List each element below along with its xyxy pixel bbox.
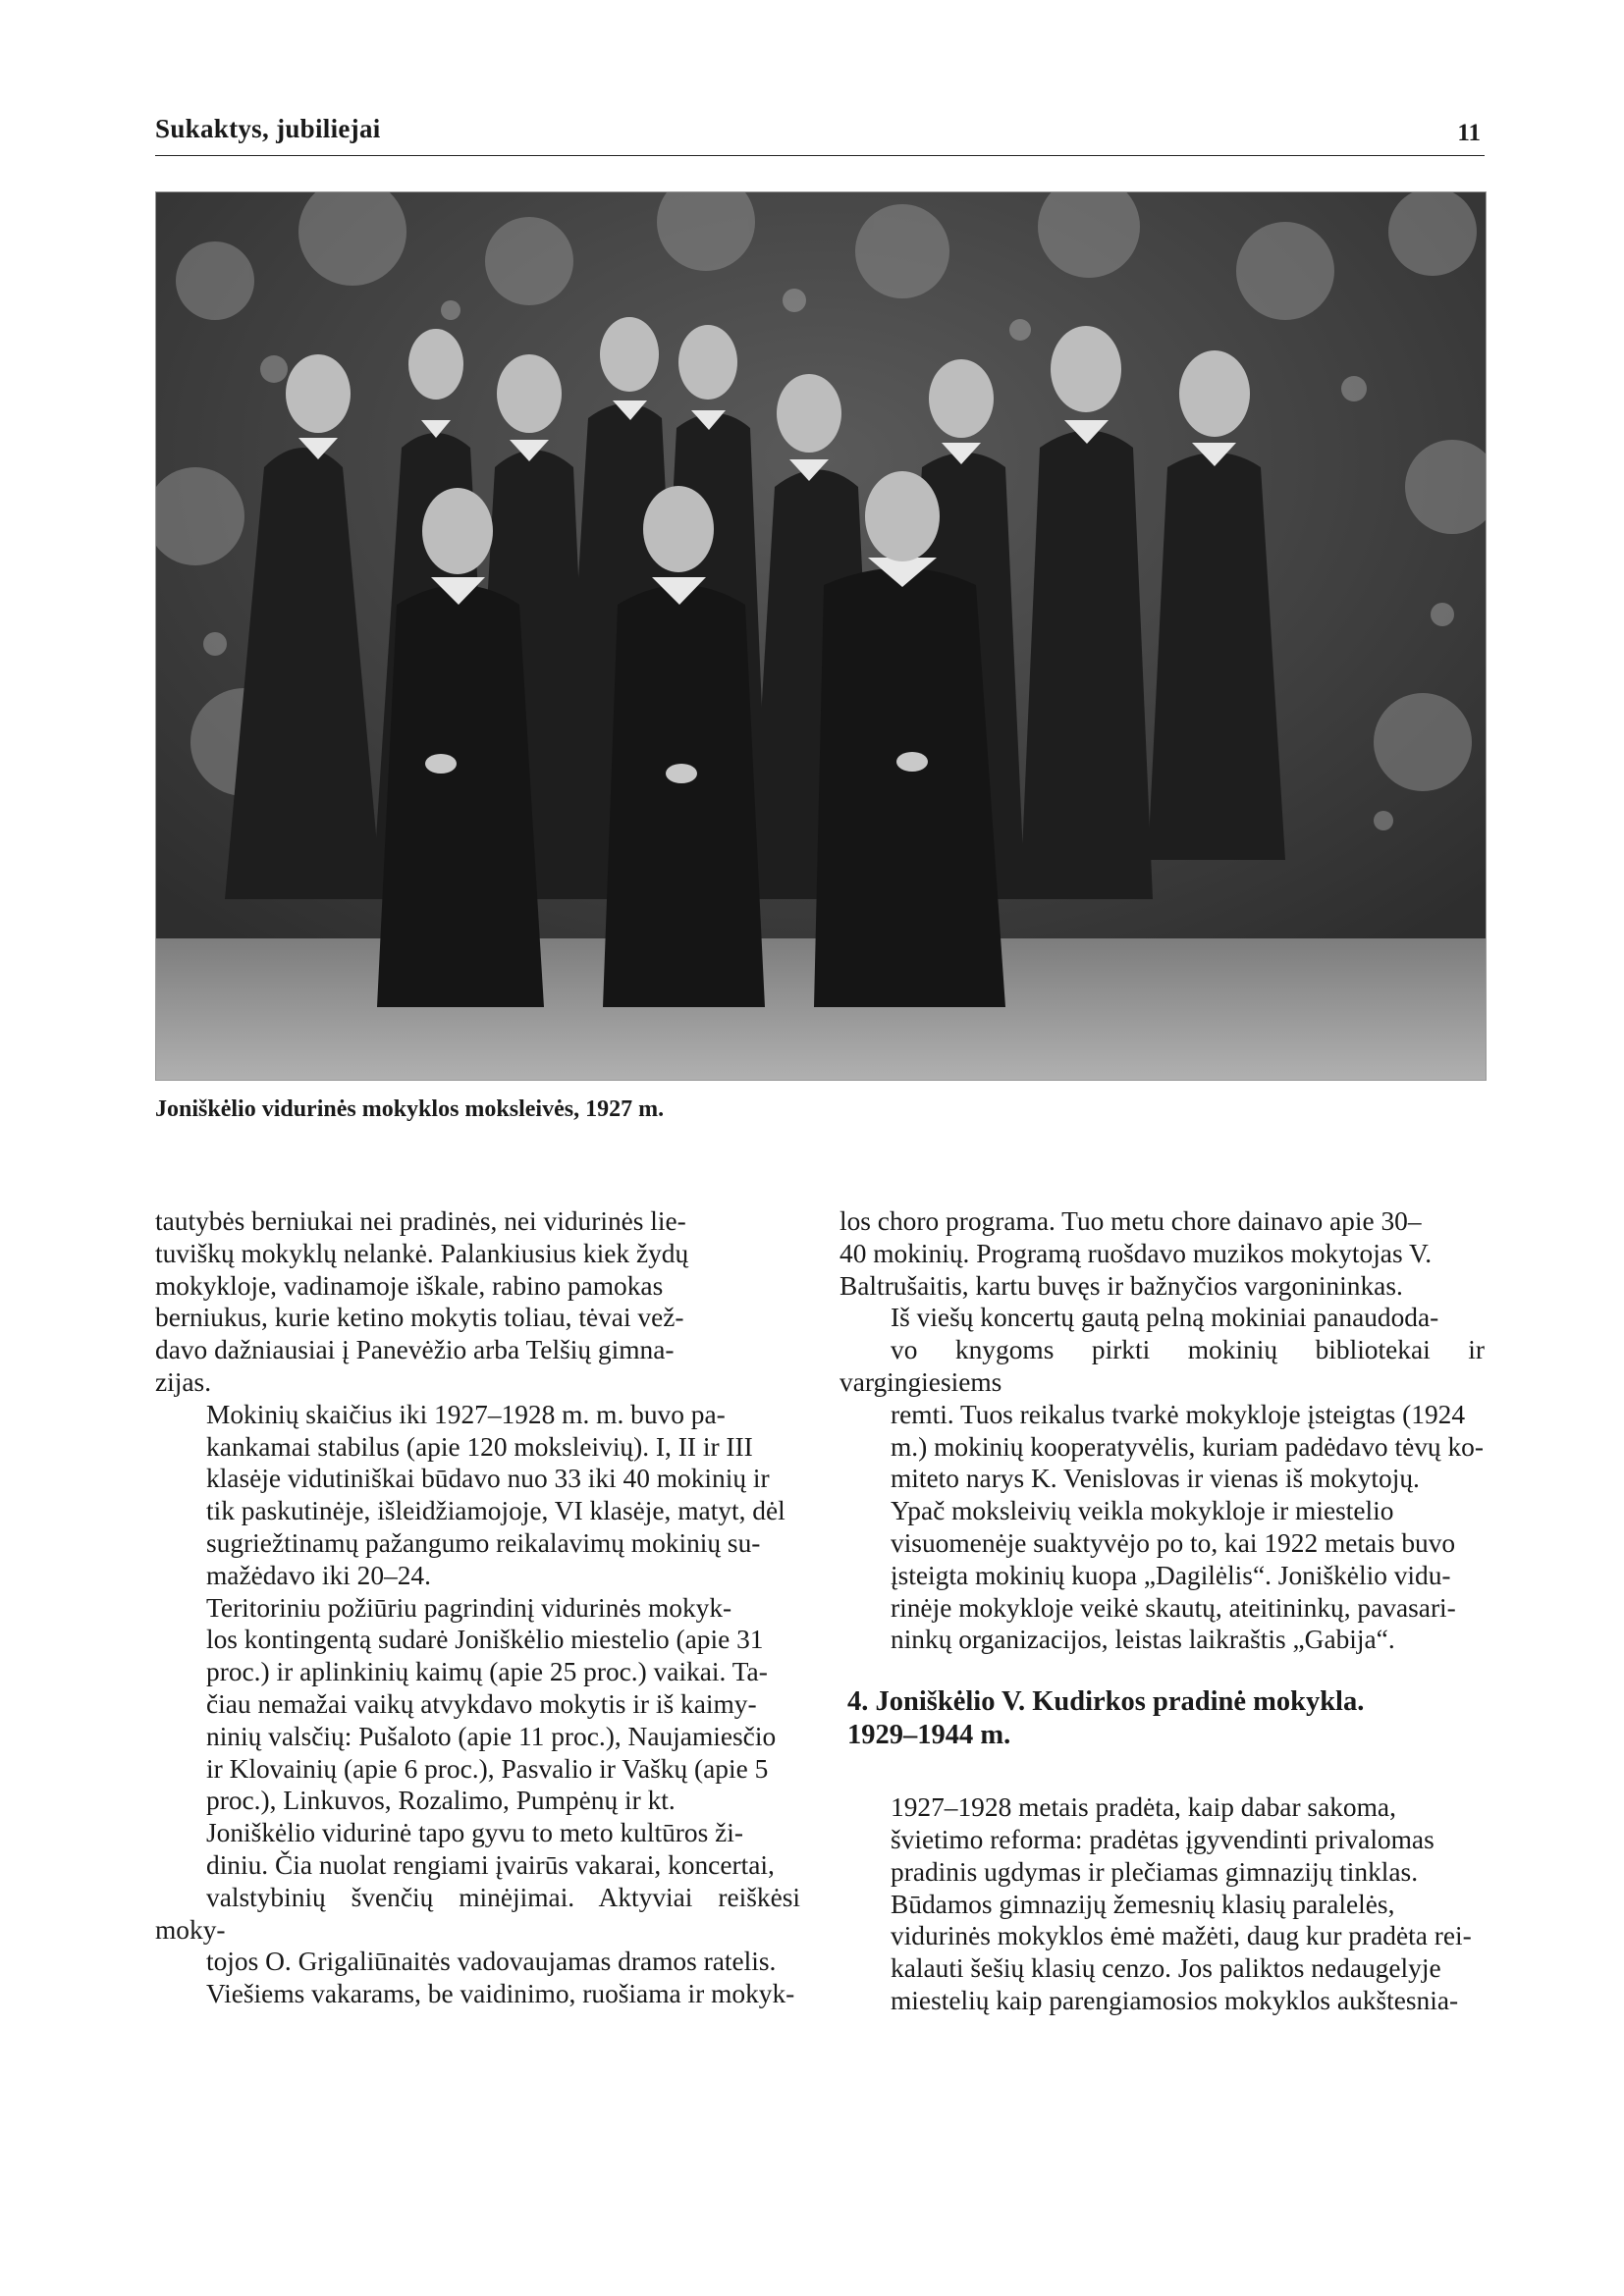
text-line: Iš viešų koncertų gautą pelną mokiniai panaudoda- bbox=[891, 1303, 1439, 1333]
text-line: kankamai stabilus (apie 120 moksleivių). I, II ir III bbox=[206, 1431, 753, 1462]
text-line: švietimo reforma: pradėtas įgyvendinti privalomas bbox=[891, 1824, 1435, 1854]
heading-line: 1929–1944 m. bbox=[847, 1720, 1011, 1751]
section-title: Sukaktys, jubiliejai bbox=[155, 114, 381, 143]
text-line: Ypač moksleivių veikla mokykloje ir miestelio bbox=[891, 1496, 1394, 1526]
text-line: įsteigta mokinių kuopa „Dagilėlis“. Joniškėlio vidu- bbox=[891, 1560, 1451, 1590]
text-line: berniukus, kurie ketino mokytis toliau, tėvai vež- bbox=[155, 1303, 684, 1333]
text-line: mažėdavo iki 20–24. bbox=[206, 1560, 431, 1590]
page-number: 11 bbox=[1457, 120, 1481, 146]
heading-line: 4. Joniškėlio V. Kudirkos pradinė mokykla. bbox=[847, 1686, 1365, 1718]
text-line: zijas. bbox=[155, 1366, 212, 1397]
section-heading bbox=[839, 1685, 1485, 1752]
text-line: miteto narys K. Venislovas ir vienas iš mokytojų. bbox=[891, 1464, 1420, 1494]
text-line: rinėje mokykloje veikė skautų, ateitininkų, pavasari- bbox=[891, 1592, 1456, 1623]
paragraph bbox=[839, 1889, 1485, 2017]
text-line: tojos O. Grigaliūnaitės vadovaujamas dramos ratelis. bbox=[206, 1947, 777, 1977]
group-photo-illustration bbox=[156, 192, 1486, 1080]
text-line: m.) mokinių kooperatyvėlis, kuriam padėdavo tėvų ko- bbox=[891, 1431, 1484, 1462]
group-photo bbox=[155, 191, 1487, 1081]
paragraph bbox=[839, 1205, 1485, 1302]
text-line: davo dažniausiai į Panevėžio arba Telšių gimna- bbox=[155, 1335, 675, 1365]
text-line: ninkų organizacijos, leistas laikraštis „Gabija“. bbox=[891, 1625, 1395, 1655]
text-line: Būdamos gimnazijų žemesnių klasių paralelės, bbox=[891, 1889, 1395, 1919]
text-line: los kontingentą sudarė Joniškėlio miestelio (apie 31 bbox=[206, 1625, 764, 1655]
paragraph bbox=[155, 1592, 800, 1818]
paragraph bbox=[155, 1205, 800, 1399]
running-header bbox=[155, 110, 1485, 156]
paragraph bbox=[155, 1399, 800, 1592]
text-line: Mokinių skaičius iki 1927–1928 m. m. buvo pa- bbox=[206, 1399, 726, 1429]
text-line: sugriežtinamų pažangumo reikalavimų mokinių su- bbox=[206, 1527, 761, 1558]
text-line: los choro programa. Tuo metu chore dainavo apie 30– bbox=[839, 1206, 1422, 1236]
text-line: Baltrušaitis, kartu buvęs ir bažnyčios vargonininkas. bbox=[839, 1270, 1403, 1301]
left-column bbox=[155, 1205, 800, 2010]
text-line: Viešiems vakarams, be vaidinimo, ruošiama ir mokyk- bbox=[206, 1979, 795, 2009]
text-line: 40 mokinių. Programą ruošdavo muzikos mokytojas V. bbox=[839, 1238, 1433, 1268]
text-line: čiau nemažai vaikų atvykdavo mokytis ir iš kaimy- bbox=[206, 1688, 757, 1719]
text-line: tik paskutinėje, išleidžiamojoje, VI klasėje, matyt, dėl bbox=[206, 1496, 785, 1526]
text-line: Joniškėlio vidurinė tapo gyvu to meto kultūros ži- bbox=[206, 1818, 743, 1848]
text-line: tuviškų mokyklų nelankė. Palankiusius kiek žydų bbox=[155, 1238, 689, 1268]
text-line: kalauti šešių klasių cenzo. Jos paliktos nedaugelyje bbox=[891, 1953, 1441, 1984]
text-line: Teritoriniu požiūriu pagrindinį vidurinės mokyk- bbox=[206, 1592, 732, 1623]
text-line: pradinis ugdymas ir plečiamas gimnazijų tinklas. bbox=[891, 1856, 1419, 1887]
figure-caption: Joniškėlio vidurinės mokyklos moksleivės, 1927 m. bbox=[155, 1096, 665, 1122]
text-line: remti. Tuos reikalus tvarkė mokykloje įsteigtas (1924 bbox=[891, 1399, 1466, 1429]
text-line: klasėje vidutiniškai būdavo nuo 33 iki 40 mokinių ir bbox=[206, 1464, 770, 1494]
paragraph bbox=[839, 1791, 1485, 1888]
text-line: proc.) ir aplinkinių kaimų (apie 25 proc.) vaikai. Ta- bbox=[206, 1657, 768, 1687]
paragraph bbox=[155, 1817, 800, 2010]
text-line: vidurinės mokyklos ėmė mažėti, daug kur pradėta rei- bbox=[891, 1921, 1472, 1951]
text-line: proc.), Linkuvos, Rozalimo, Pumpėnų ir kt. bbox=[206, 1786, 676, 1816]
text-line: tautybės berniukai nei pradinės, nei vidurinės lie- bbox=[155, 1206, 686, 1236]
text-line: vo knygoms pirkti mokinių bibliotekai ir vargingiesiems bbox=[839, 1335, 1485, 1397]
paragraph bbox=[839, 1495, 1485, 1656]
text-line: ninių valsčių: Pušaloto (apie 11 proc.), Naujamiesčio bbox=[206, 1721, 777, 1751]
text-line: diniu. Čia nuolat rengiami įvairūs vakarai, koncertai, bbox=[206, 1849, 775, 1880]
text-line: valstybinių švenčių minėjimai. Aktyviai reiškėsi moky- bbox=[155, 1882, 800, 1945]
text-line: mokykloje, vadinamoje iškale, rabino pamokas bbox=[155, 1270, 664, 1301]
paragraph bbox=[839, 1302, 1485, 1495]
right-column bbox=[839, 1205, 1485, 2017]
text-line: 1927–1928 metais pradėta, kaip dabar sakoma, bbox=[891, 1792, 1396, 1823]
text-line: miestelių kaip parengiamosios mokyklos aukštesnia- bbox=[891, 1985, 1459, 2015]
text-line: ir Klovainių (apie 6 proc.), Pasvalio ir Vaškų (apie 5 bbox=[206, 1753, 769, 1784]
text-line: visuomenėje suaktyvėjo po to, kai 1922 metais buvo bbox=[891, 1527, 1456, 1558]
